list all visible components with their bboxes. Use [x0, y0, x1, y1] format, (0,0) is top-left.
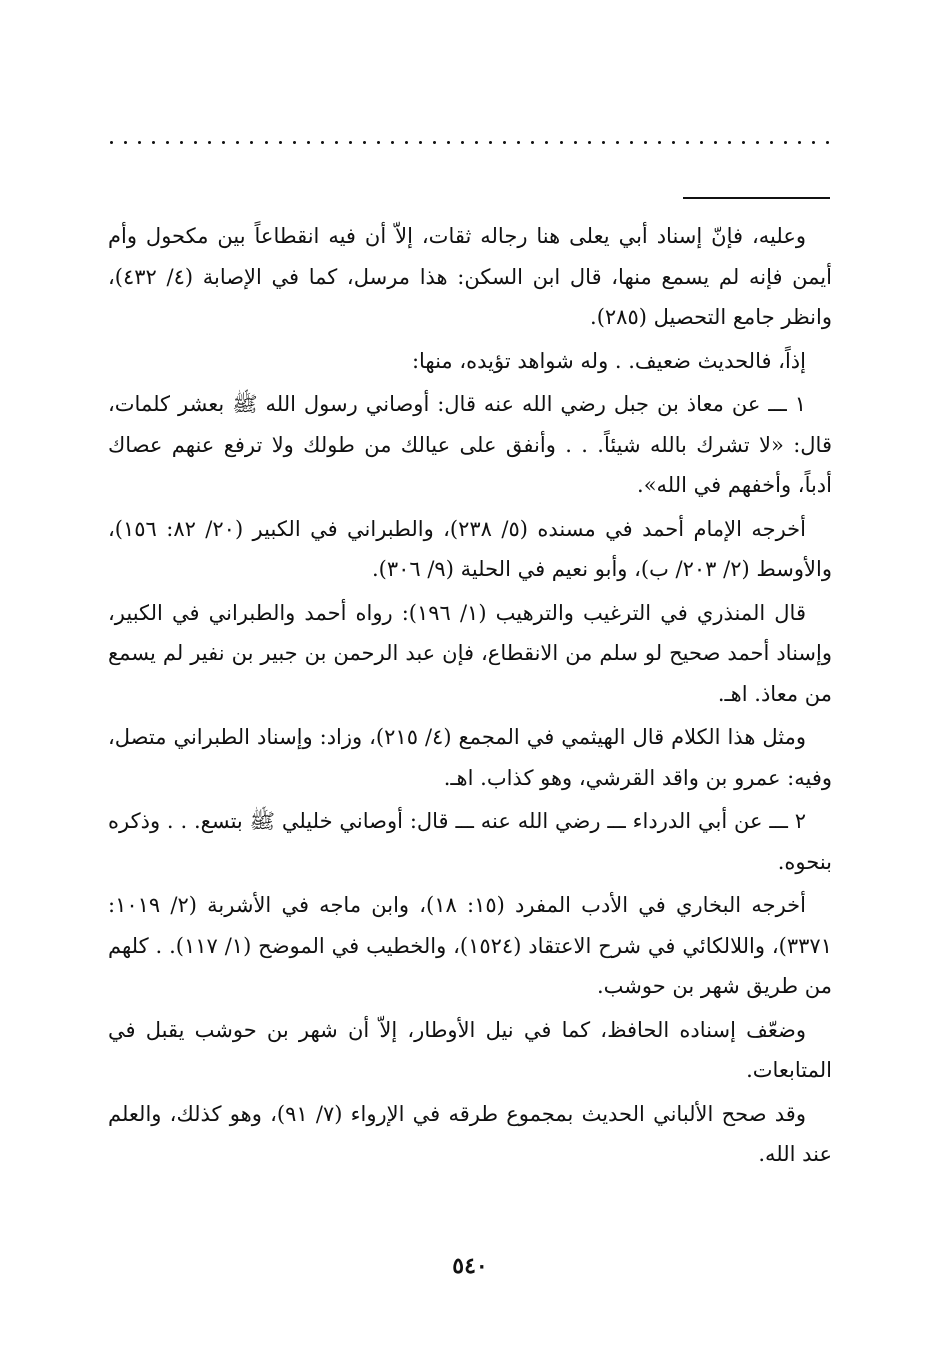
- separator-dot: [236, 141, 239, 144]
- separator-dot: [517, 141, 520, 144]
- separator-dot: [728, 141, 731, 144]
- separator-dot: [293, 141, 296, 144]
- separator-dot: [658, 141, 661, 144]
- separator-dot: [461, 141, 464, 144]
- paragraph: إذاً، فالحديث ضعيف. . وله شواهد تؤيده، منها:: [411, 348, 806, 373]
- separator-dot: [644, 141, 647, 144]
- separator-dot: [531, 141, 534, 144]
- separator-dot: [503, 141, 506, 144]
- footnote-rule: [683, 197, 830, 199]
- separator-dot: [784, 141, 787, 144]
- paragraph: ١ ـــ عن معاذ بن جبل رضي الله عنه قال: أوصاني رسول الله ﷺ بعشر كلمات، قال: «لا تشرك بالله شيئاً. . . وأنفق على عيالك من طولك ولا ترفع عنهم عصاك أدباً، وأخفهم في الله».: [108, 392, 832, 497]
- page-number: ٥٤٠: [452, 1253, 488, 1279]
- separator-dot: [616, 141, 619, 144]
- separator-dot: [110, 141, 113, 144]
- paragraph: وضعّف إسناده الحافظ، كما في نيل الأوطار، إلاّ أن شهر بن حوشب يقبل في المتابعات.: [108, 1017, 832, 1082]
- separator-dot: [812, 141, 815, 144]
- separator-dot: [391, 141, 394, 144]
- separator-dot: [700, 141, 703, 144]
- separator-dot: [405, 141, 408, 144]
- separator-dot: [798, 141, 801, 144]
- separator-dot: [152, 141, 155, 144]
- page-body: [108, 216, 832, 1175]
- separator-dot: [250, 141, 253, 144]
- paragraph: أخرجه الإمام أحمد في مسنده (٥/ ٢٣٨)، والطبراني في الكبير (٢٠/ ٨٢: ١٥٦)، والأوسط (٢/ ٢٠٣/ ب)، وأبو نعيم في الحلية (٩/ ٣٠٦).: [108, 516, 832, 581]
- separator-dot: [279, 141, 282, 144]
- paragraph: ومثل هذا الكلام قال الهيثمي في المجمع (٤/ ٢١٥)، وزاد: وإسناد الطبراني متصل، وفيه: عمرو بن واقد القرشي، وهو كذاب. اهـ.: [108, 725, 832, 790]
- separator-dot: [560, 141, 563, 144]
- separator-dot: [742, 141, 745, 144]
- separator-dot: [363, 141, 366, 144]
- separator-dot: [222, 141, 225, 144]
- paragraph: وعليه، فإنّ إسناد أبي يعلى هنا رجاله ثقات، إلاّ أن فيه انقطاعاً بين مكحول وأم أيمن فإنه لم يسمع منها، قال ابن السكن: هذا مرسل، كما في الإصابة (٤/ ٤٣٢)، وانظر جامع التحصيل (٢٨٥).: [108, 224, 832, 329]
- separator-dot: [433, 141, 436, 144]
- paragraph: قال المنذري في الترغيب والترهيب (١/ ١٩٦): رواه أحمد والطبراني في الكبير، وإسناد أحمد صحيح لو سلم من الانقطاع، فإن عبد الرحمن بن جبير بن نفير لم يسمع من معاذ. اهـ.: [108, 600, 832, 706]
- separator-dot: [770, 141, 773, 144]
- separator-dot: [194, 141, 197, 144]
- separator-dot: [602, 141, 605, 144]
- separator-dot: [489, 141, 492, 144]
- separator-dot: [630, 141, 633, 144]
- separator-dot: [475, 141, 478, 144]
- separator-dot: [321, 141, 324, 144]
- dotted-separator: [110, 132, 830, 152]
- separator-dot: [307, 141, 310, 144]
- separator-dot: [826, 141, 829, 144]
- separator-dot: [545, 141, 548, 144]
- paragraph: وقد صحح الألباني الحديث بمجموع طرقه في الإرواء (٧/ ٩١)، وهو كذلك، والعلم عند الله.: [108, 1101, 832, 1166]
- separator-dot: [166, 141, 169, 144]
- separator-dot: [419, 141, 422, 144]
- separator-dot: [714, 141, 717, 144]
- separator-dot: [265, 141, 268, 144]
- paragraph: ٢ ـــ عن أبي الدرداء ـــ رضي الله عنه ـــ قال: أوصاني خليلي ﷺ بتسع. . . وذكره بنحوه.: [108, 809, 832, 874]
- separator-dot: [756, 141, 759, 144]
- separator-dot: [588, 141, 591, 144]
- separator-dot: [574, 141, 577, 144]
- separator-dot: [208, 141, 211, 144]
- separator-dot: [335, 141, 338, 144]
- separator-dot: [447, 141, 450, 144]
- separator-dot: [672, 141, 675, 144]
- separator-dot: [180, 141, 183, 144]
- separator-dot: [124, 141, 127, 144]
- paragraph: أخرجه البخاري في الأدب المفرد (١٥: ١٨)، وابن ماجه في الأشربة (٢/ ١٠١٩: ٣٣٧١)، واللالكائي في شرح الاعتقاد (١٥٢٤)، والخطيب في الموضح (١/ ١١٧). . كلهم من طريق شهر بن حوشب.: [108, 893, 832, 998]
- separator-dot: [377, 141, 380, 144]
- separator-dot: [138, 141, 141, 144]
- separator-dot: [686, 141, 689, 144]
- separator-dot: [349, 141, 352, 144]
